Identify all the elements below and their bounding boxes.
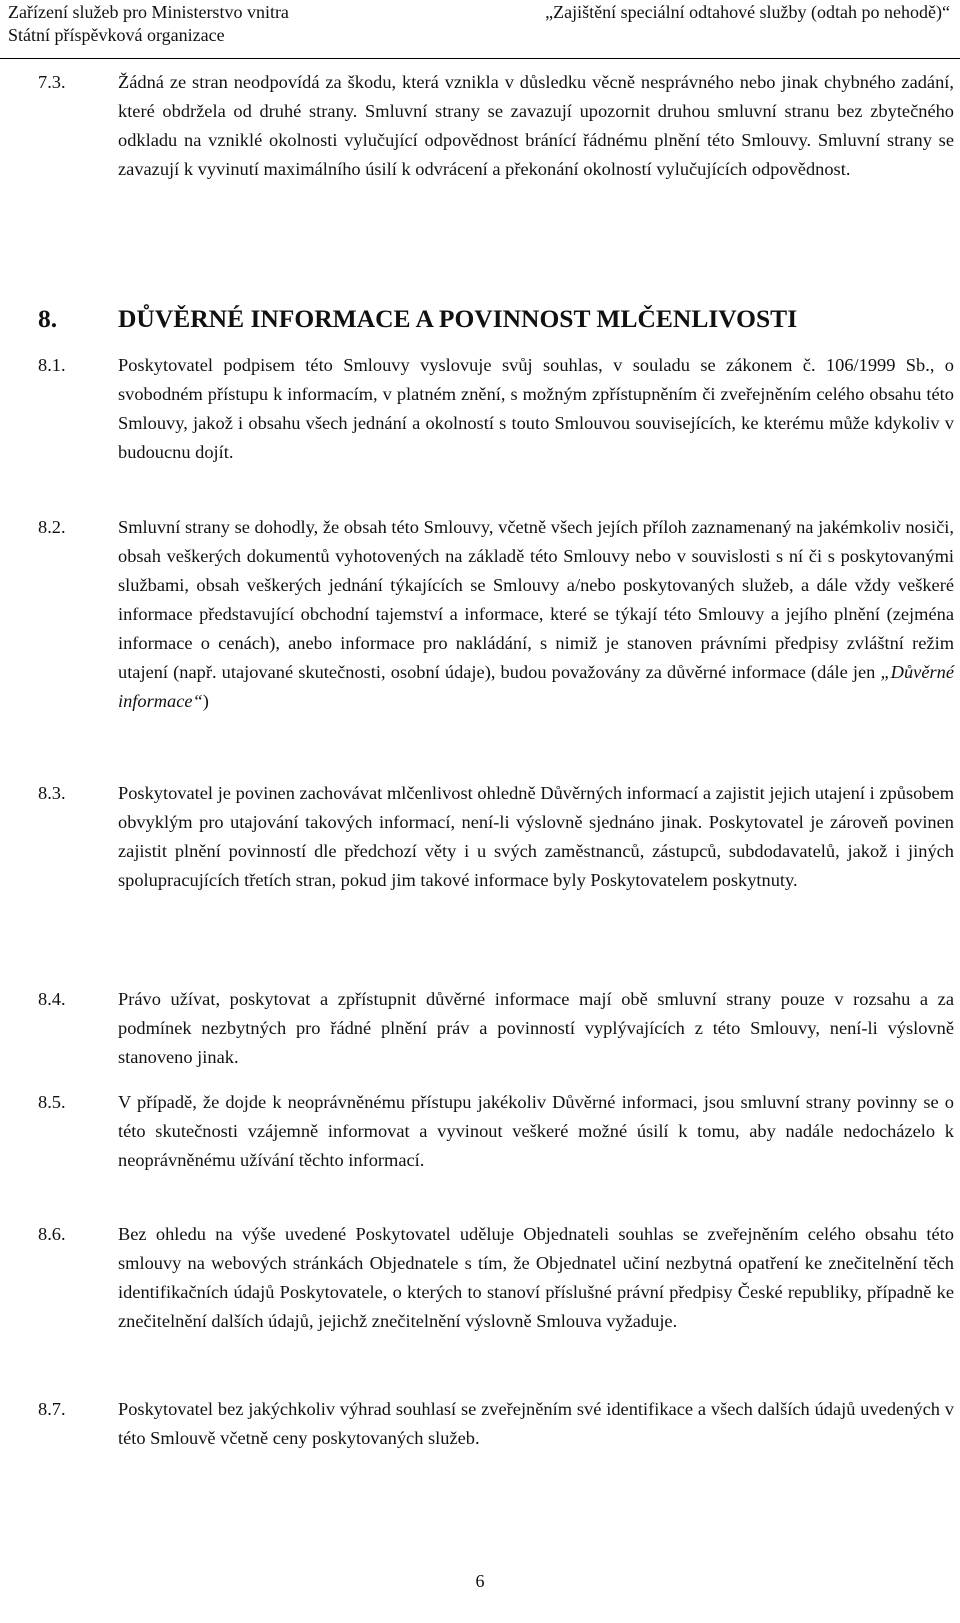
clause-8-3: [38, 779, 954, 895]
clause-text: Poskytovatel podpisem této Smlouvy vyslovuje svůj souhlas, v souladu se zákonem č. 106/1999 Sb., o svobodném přístupu k informacím, v platném znění, s možným zpřístupněním či zveřejněním celého obsahu této Smlouvy, jakož i obsahu všech jednání a okolností s touto Smlouvou souvisejících, ke kterému může kdykoliv v budoucnu dojít.: [118, 355, 954, 462]
clause-number: 8.3.: [38, 783, 66, 803]
clause-number: 8.6.: [38, 1224, 66, 1244]
clause-text: [118, 513, 954, 716]
clause-8-7: [38, 1395, 954, 1453]
clause-number: 8.4.: [38, 989, 66, 1009]
clause-text: Poskytovatel bez jakýchkoliv výhrad souhlasí se zveřejněním své identifikace a všech dalších údajů uvedených v této Smlouvě včetně ceny poskytovaných služeb.: [118, 1399, 954, 1448]
section-number: 8.: [38, 304, 58, 333]
clause-text: Žádná ze stran neodpovídá za škodu, která vznikla v důsledku věcně nesprávného nebo jinak chybného zadání, které obdržela od druhé strany. Smluvní strany se zavazují upozornit druhou smluvní stranu bez zbytečného odkladu na vzniklé okolnosti vylučující odpovědnost bránící řádnému plnění této Smlouvy. Smluvní strany se zavazují k vyvinutí maximálního úsilí k odvrácení a překonání okolností vylučujících odpovědnost.: [118, 72, 954, 179]
header-contract-title: „Zajištění speciální odtahové služby (odtah po nehodě)“: [545, 2, 950, 22]
clause-8-5: [38, 1088, 954, 1175]
clause-text: V případě, že dojde k neoprávněnému přístupu jakékoliv Důvěrné informaci, jsou smluvní strany povinny se o této skutečnosti vzájemně informovat a vyvinout veškeré možné úsilí k tomu, aby nadále nedocházelo k neoprávněnému užívání těchto informací.: [118, 1092, 954, 1170]
section-title: DŮVĚRNÉ INFORMACE A POVINNOST MLČENLIVOSTI: [118, 304, 798, 333]
clause-number: 7.3.: [38, 72, 66, 92]
clause-text: Právo užívat, poskytovat a zpřístupnit důvěrné informace mají obě smluvní strany pouze v rozsahu a za podmínek nezbytných pro řádné plnění práv a povinností vyplývajících z této Smlouvy, není-li výslovně stanoveno jinak.: [118, 989, 954, 1067]
clause-text-body: Smluvní strany se dohodly, že obsah této Smlouvy, včetně všech jejích příloh zaznamenaný na jakémkoliv nosiči, obsah veškerých dokumentů vyhotovených na základě této Smlouvy nebo v souvislosti s ní či s poskytovanými službami, obsah veškerých jednání týkajících se Smlouvy a/nebo poskytovaných služeb, a dále vždy veškeré informace představující obchodní tajemství a informace, které se týkají této Smlouvy a jejího plnění (zejména informace o cenách), anebo informace pro nakládání, s nimiž je stanoven právními předpisy zvláštní režim utajení (např. utajované skutečnosti, osobní údaje), budou považovány za důvěrné informace (dále jen: [118, 517, 954, 682]
header-organization: Zařízení služeb pro Ministerstvo vnitra: [8, 2, 289, 22]
clause-number: 8.7.: [38, 1399, 66, 1419]
defined-term: „Důvěrné informace“: [118, 662, 954, 711]
clause-text: Bez ohledu na výše uvedené Poskytovatel uděluje Objednateli souhlas se zveřejněním celého obsahu této smlouvy na webových stránkách Objednatele s tím, že Objednatel učiní nezbytná opatření ke znečitelnění těch identifikačních údajů Poskytovatele, o kterých to stanoví příslušné právní předpisy České republiky, případně ke znečitelnění dalších údajů, jejichž znečitelnění výslovně Smlouva vyžaduje.: [118, 1224, 954, 1331]
clause-text-tail: ): [202, 691, 209, 711]
page-number: 6: [475, 1571, 485, 1591]
clause-8-2: [38, 513, 954, 716]
clause-8-4: [38, 985, 954, 1072]
clause-text: Poskytovatel je povinen zachovávat mlčenlivost ohledně Důvěrných informací a zajistit jejich utajení i způsobem obvyklým pro utajování takových informací, není-li výslovně sjednáno jinak. Poskytovatel je zároveň povinen zajistit plnění povinností dle předchozí věty i u svých zaměstnanců, zástupců, subdodavatelů, jakož i jiných spolupracujících třetích stran, pokud jim takové informace byly Poskytovatelem poskytnuty.: [118, 783, 954, 890]
page-header: [0, 0, 960, 59]
clause-number: 8.1.: [38, 355, 66, 375]
clause-7-3: [38, 68, 954, 184]
clause-number: 8.5.: [38, 1092, 66, 1112]
header-organization-type: Státní příspěvková organizace: [8, 25, 225, 45]
clause-8-1: [38, 351, 954, 467]
clause-8-6: [38, 1220, 954, 1336]
clause-number: 8.2.: [38, 517, 66, 537]
